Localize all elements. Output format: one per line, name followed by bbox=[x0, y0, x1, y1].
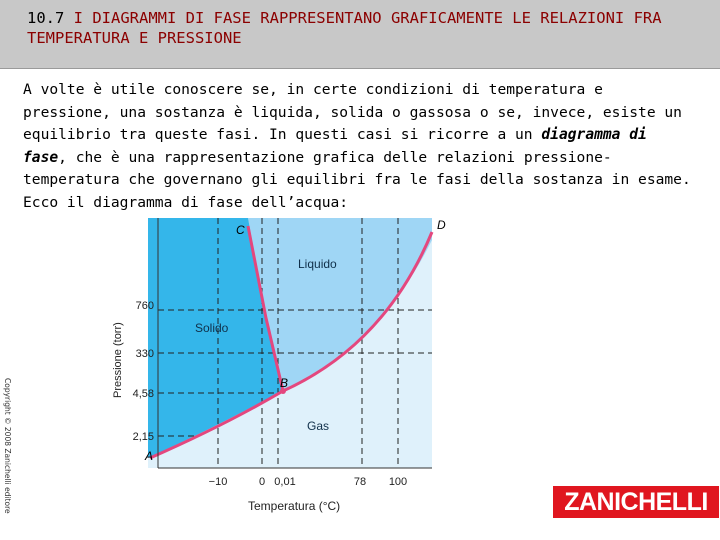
x-tick-0: 0 bbox=[258, 476, 266, 488]
body-text-after: , che è una rappresentazione grafica delle relazioni pressione-temperatura che governano gli equilibri fra le fasi della sostanza in esame. Ecco il diagramma di fase dell’acqua: bbox=[23, 148, 691, 211]
x-tick-minus10: −10 bbox=[208, 476, 228, 488]
x-tick-100: 100 bbox=[388, 476, 408, 488]
section-title: I DIAGRAMMI DI FASE RAPPRESENTANO GRAFICAMENTE LE RELAZIONI FRA TEMPERATURA E PRESSIONE bbox=[27, 9, 662, 47]
y-tick-4-58: 4,58 bbox=[132, 388, 154, 400]
y-tick-760: 760 bbox=[135, 300, 154, 312]
y-tick-330: 330 bbox=[135, 348, 154, 360]
x-axis-label: Temperatura (°C) bbox=[248, 499, 341, 513]
point-c-label: C bbox=[236, 223, 245, 237]
liquid-label: Liquido bbox=[298, 257, 337, 271]
point-b-label: B bbox=[280, 376, 289, 390]
publisher-logo: ZANICHELLI bbox=[553, 486, 719, 518]
x-tick-0-01: 0,01 bbox=[274, 476, 296, 488]
body-emphasis: diagramma di fase bbox=[23, 126, 647, 166]
x-tick-78: 78 bbox=[353, 476, 367, 488]
gas-label: Gas bbox=[307, 419, 330, 433]
copyright-note: Copyright © 2008 Zanichelli editore bbox=[3, 378, 12, 514]
y-axis-label: Pressione (torr) bbox=[112, 322, 124, 398]
section-number: 10.7 bbox=[27, 9, 65, 27]
x-tick-labels bbox=[209, 476, 408, 488]
body-text-before: A volte è utile conoscere se, in certe condizioni di temperatura e pressione, una sostanza è liquida, solida o gassosa o se, invece, esiste un equilibrio tra queste fasi. In questi casi si ricorre a un bbox=[23, 81, 682, 143]
y-tick-2-15: 2,15 bbox=[132, 431, 154, 443]
point-d-label: D bbox=[437, 218, 446, 232]
solid-label: Solido bbox=[195, 321, 229, 335]
point-a-label: A bbox=[145, 449, 154, 463]
